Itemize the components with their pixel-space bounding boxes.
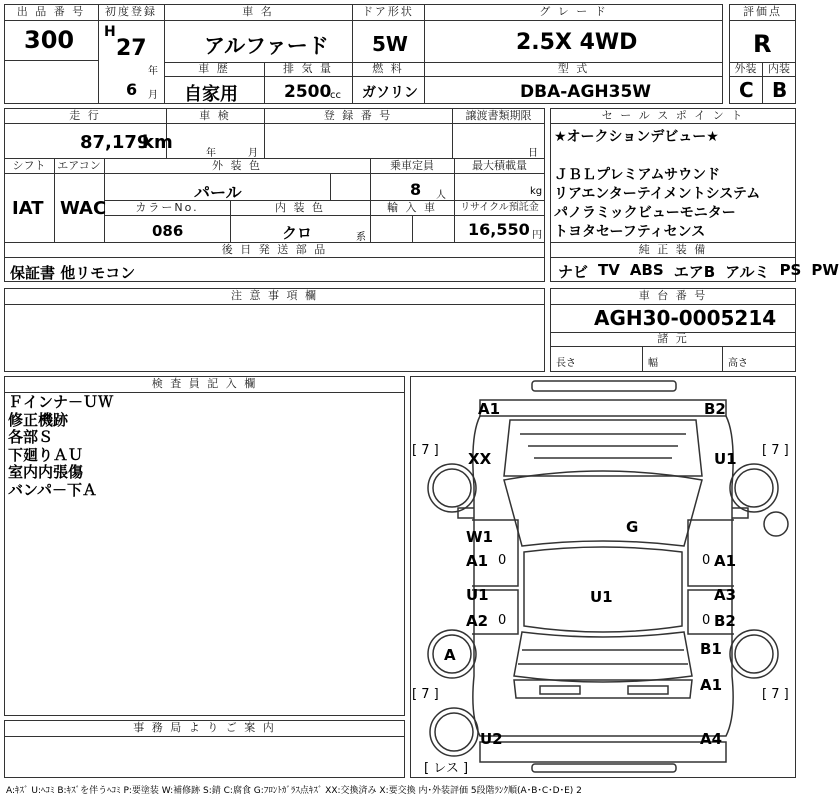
sales-point [554, 147, 794, 166]
tire-depth-rear-right: [ 7 ] [762, 687, 789, 702]
dims-label: 諸 元 [550, 332, 796, 347]
equipment-item: アルミ [725, 263, 770, 281]
inspector-label: 検 査 員 記 入 欄 [4, 376, 405, 393]
inspector-line: 修正機跡 [8, 410, 69, 429]
exterior-label: 外装 [729, 62, 762, 77]
ac-label: エアコン [54, 158, 104, 174]
zero-mark: 0 [498, 613, 507, 628]
fuel-label: 燃 料 [352, 62, 424, 77]
equipment-label: 純 正 装 備 [550, 242, 796, 258]
first-reg-year: 27 [116, 36, 147, 61]
score-value: R [753, 30, 772, 58]
zero-mark: 0 [702, 613, 711, 628]
sales-point: ★オークションデビュー★ [554, 129, 719, 145]
first-reg-label: 初度登録 [98, 4, 164, 21]
model-label: 型 式 [424, 62, 723, 77]
mileage-label: 走 行 [4, 108, 166, 124]
damage-mark: U1 [466, 586, 489, 604]
month-unit: 月 [148, 90, 158, 101]
damage-mark: U1 [590, 588, 613, 606]
ext-color-label: 外 装 色 [104, 158, 370, 174]
damage-mark: B2 [704, 400, 726, 418]
equipment-item: PS [779, 261, 802, 279]
chassis-number: AGH30-0005214 [594, 306, 777, 330]
later-parts-label: 後 日 発 送 部 品 [4, 242, 545, 258]
damage-mark: A3 [714, 586, 737, 604]
damage-mark: W1 [466, 528, 493, 546]
import-label: 輸 入 車 [370, 200, 454, 216]
inspection-label: 車 検 [166, 108, 264, 124]
inspection-month-unit: 月 [248, 148, 258, 159]
year-unit: 年 [148, 66, 158, 77]
length-label: 長さ [556, 358, 576, 369]
height-label: 高さ [728, 358, 748, 369]
car-name-label: 車 名 [164, 4, 352, 21]
lot-number: 300 [24, 26, 75, 54]
score-label: 評価点 [729, 4, 796, 21]
damage-mark: G [626, 518, 639, 536]
door-type: 5W [372, 32, 408, 56]
mileage-value: 87,179 [80, 132, 150, 153]
door-label: ドア形状 [352, 4, 424, 21]
capacity-value: 8 [410, 180, 422, 199]
damage-mark: U2 [480, 730, 503, 748]
max-load-unit: kg [530, 186, 543, 197]
capacity-label: 乗車定員 [370, 158, 454, 174]
inspector-line: バンパ－下Ａ [8, 480, 97, 499]
notes-label: 注 意 事 項 欄 [4, 288, 545, 305]
sales-points-list [554, 128, 794, 242]
zero-mark: 0 [702, 553, 711, 568]
inspector-line: 下廻りＡＵ [8, 445, 84, 464]
sales-point: ＪＢＬプレミアムサウンド [554, 167, 721, 183]
transfer-day-unit: 日 [528, 148, 538, 159]
inspector-line: Ｆインナ－ＵＷ [8, 393, 114, 411]
sales-points-label: セ ー ル ス ポ イ ン ト [550, 108, 796, 124]
recycle-label: リサイクル預託金 [454, 200, 545, 216]
fuel-value: ガソリン [362, 85, 418, 101]
tire-depth-front-left: [ 7 ] [412, 443, 439, 458]
ext-color-value: パール [194, 183, 242, 202]
width-label: 幅 [648, 358, 658, 369]
shift-label: シフト [4, 158, 54, 174]
damage-mark: XX [468, 450, 492, 468]
displacement-label: 排 気 量 [264, 62, 352, 77]
equipment-item: PW [811, 261, 839, 279]
exterior-grade: C [739, 78, 754, 102]
equipment-list [558, 261, 839, 282]
later-parts-value: 保証書 他リモコン [10, 264, 136, 282]
ac-value: WAC [60, 198, 107, 219]
damage-mark: A2 [466, 612, 489, 630]
int-color-label: 内 装 色 [230, 200, 370, 216]
damage-mark: A1 [478, 400, 501, 418]
history-label: 車 歴 [164, 62, 264, 77]
damage-mark: A1 [714, 552, 737, 570]
spare-tire: [ レス ] [424, 761, 469, 776]
equipment-item: ナビ [558, 263, 589, 281]
color-no-label: カラーNo. [104, 200, 230, 216]
tire-depth-front-right: [ 7 ] [762, 443, 789, 458]
legend: A:ｷｽﾞ U:ﾍｺﾐ B:ｷｽﾞを伴うﾍｺﾐ P:要塗装 W:補修跡 S:錆 C:腐食 G:ﾌﾛﾝﾄｶﾞﾗｽ点ｷｽﾞ XX:交換済み X:要交換 内･外装評価 5段階ﾗﾝｸ順(A･B･C･D･E) 2 [6, 786, 582, 796]
inspector-line: 各部Ｓ [8, 428, 54, 446]
damage-mark: U1 [714, 450, 737, 468]
interior-label: 内装 [762, 62, 796, 77]
equipment-item: TV [598, 261, 620, 279]
era: H [104, 24, 116, 40]
history-value: 自家用 [184, 84, 238, 105]
displacement-unit: cc [330, 90, 341, 101]
int-color-suffix: 系 [356, 232, 366, 243]
damage-mark: A1 [700, 676, 723, 694]
damage-mark: A [444, 646, 456, 664]
displacement-value: 2500 [284, 82, 332, 102]
grade-label: グ レ ー ド [424, 4, 723, 21]
office-label: 事 務 局 よ り ご 案 内 [4, 720, 405, 737]
capacity-unit: 人 [436, 190, 446, 201]
transfer-deadline-label: 譲渡書類期限 [452, 108, 545, 124]
zero-mark: 0 [498, 553, 507, 568]
sales-point: トヨタセーフティセンス [554, 224, 706, 240]
registration-label: 登 録 番 号 [264, 108, 452, 124]
equipment-item: エアB [673, 263, 716, 281]
equipment-item: ABS [629, 261, 664, 279]
int-color-value: クロ [282, 224, 313, 242]
inspector-notes [8, 394, 113, 499]
damage-mark: B2 [714, 612, 736, 630]
interior-grade: B [772, 78, 788, 102]
recycle-unit: 円 [532, 230, 542, 241]
damage-mark: B1 [700, 640, 722, 658]
max-load-label: 最大積載量 [454, 158, 545, 174]
chassis-label: 車 台 番 号 [550, 288, 796, 305]
grade: 2.5X 4WD [516, 30, 638, 55]
model-value: DBA-AGH35W [520, 82, 652, 102]
car-diagram [410, 376, 796, 778]
car-name: アルファード [204, 34, 329, 58]
inspector-line: 室内内張傷 [8, 463, 84, 481]
sales-point: リアエンターテイメントシステム [554, 186, 761, 202]
damage-mark: A4 [700, 730, 723, 748]
inspection-year-unit: 年 [206, 148, 216, 159]
month-value: 6 [126, 80, 138, 99]
sales-point: パノラミックビューモニター [554, 205, 736, 221]
tire-depth-rear-left: [ 7 ] [412, 687, 439, 702]
shift-value: IAT [12, 198, 44, 219]
recycle-value: 16,550 [468, 220, 530, 239]
color-no-value: 086 [152, 222, 184, 240]
lot-label: 出 品 番 号 [4, 4, 98, 21]
mileage-unit: km [142, 132, 173, 153]
damage-mark: A1 [466, 552, 489, 570]
